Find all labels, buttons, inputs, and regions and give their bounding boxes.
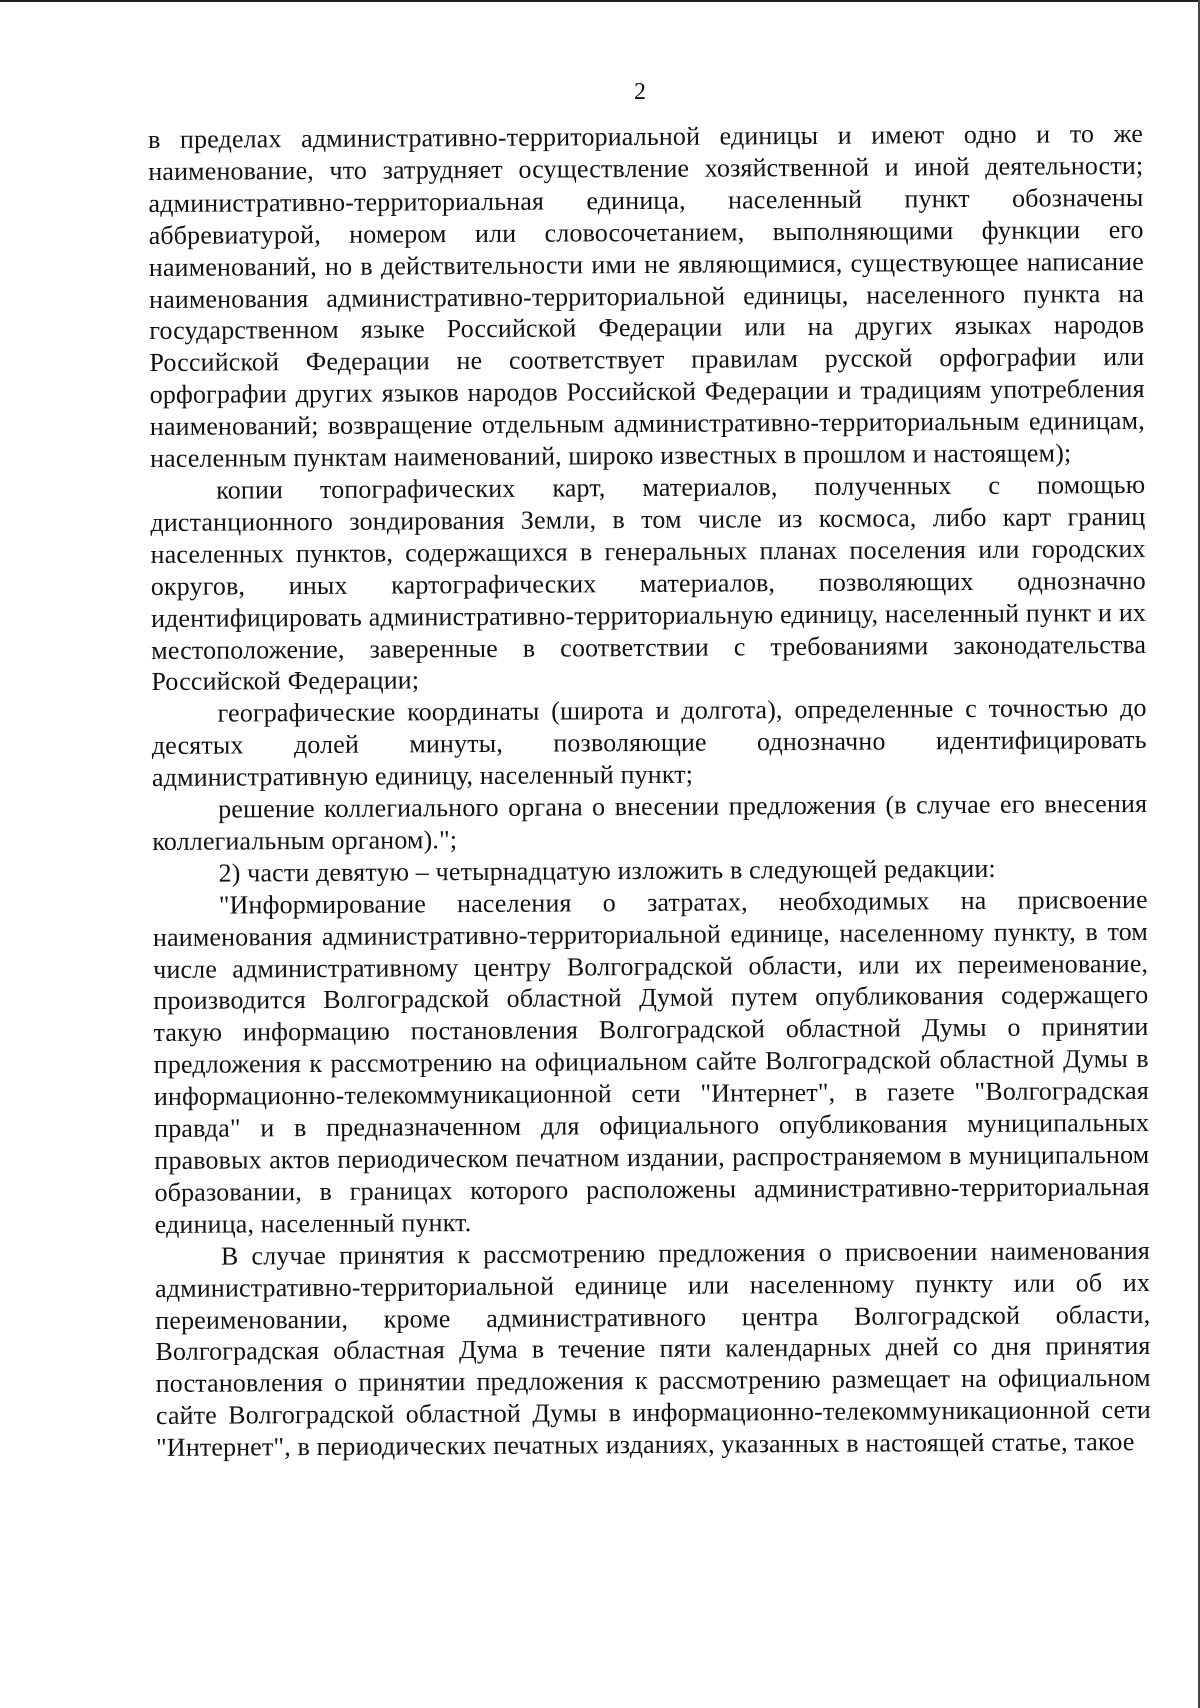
paragraph-informing-population: "Информирование населения о затратах, необходимых на присвоение наименования административно-территориальной единице, населенному пункту, в том числе административному центру Волгоградской области, или их переименование, производится Волгоградской областной Думой путем опубликования содержащего такую информацию постановления Волгоградской областной Думы о принятии предложения к рассмотрению на официальном сайте Волгоградской областной Думы в информационно-телекоммуникационной сети "Интернет", в газете "Волгоградская правда" и в предназначенном для официального опубликования муниципальных правовых актов периодическом печатном издании, распространяемом в муниципальном образовании, в границах которого расположены административно-территориальная единица, населенный пункт. xyxy=(152,884,1150,1239)
paragraph-continuation: в пределах административно-территориальной единицы и имеют одно и то же наименование, что затрудняет осуществление хозяйственной и иной деятельности; административно-территориальная единица, населенный пункт обозначены аббревиатурой, номером или словосочетанием, выполняющими функции его наименований, но в действительности ими не являющимися, существующее написание наименования административно-территориальной единицы, населенного пункта на государственном языке Российской Федерации или на других языках народов Российской Федерации не соответствует правилам русской орфографии или орфографии других языков народов Российской Федерации и традициям употребления наименований; возвращение отдельным административно-территориальным единицам, населенным пунктам наименований, широко известных в прошлом и настоящем); xyxy=(148,118,1145,474)
paragraph-amendment-item-2: 2) части девятую – четырнадцатую изложить в следующей редакции: xyxy=(218,853,996,888)
paragraph-collegial-decision: решение коллегиального органа о внесении предложения (в случае его внесения коллегиальным органом)."; xyxy=(152,788,1148,856)
page-number: 2 xyxy=(634,79,646,105)
paragraph-topographic-maps: копии топографических карт, материалов, полученных с помощью дистанционного зондирования Земли, в том числе из космоса, либо карт границ населенных пунктов, содержащихся в генеральных планах поселения или городских округов, иных картографических материалов, позволяющих однозначно идентифицировать административно-территориальную единицу, населенный пункт и их местоположение, заверенные в соответствии с требованиями законодательства Российской Федерации; xyxy=(150,469,1147,697)
document-body xyxy=(148,118,1151,1464)
paragraph-coordinates: географические координаты (широта и долгота), определенные с точностью до десятых долей минуты, позволяющие однозначно идентифицировать административную единицу, населенный пункт; xyxy=(151,693,1147,793)
paragraph-acceptance-case: В случае принятия к рассмотрению предложения о присвоении наименования административно-территориальной единице или населенному пункту или об их переименовании, кроме административного центра Волгоградской области, Волгоградская областная Дума в течение пяти календарных дней со дня принятия постановления о принятии предложения к рассмотрению размещает на официальном сайте Волгоградской областной Думы в информационно-телекоммуникационной сети "Интернет", в периодических печатных изданиях, указанных в настоящей статье, такое xyxy=(155,1235,1151,1463)
scan-edge-top xyxy=(0,0,1200,2)
